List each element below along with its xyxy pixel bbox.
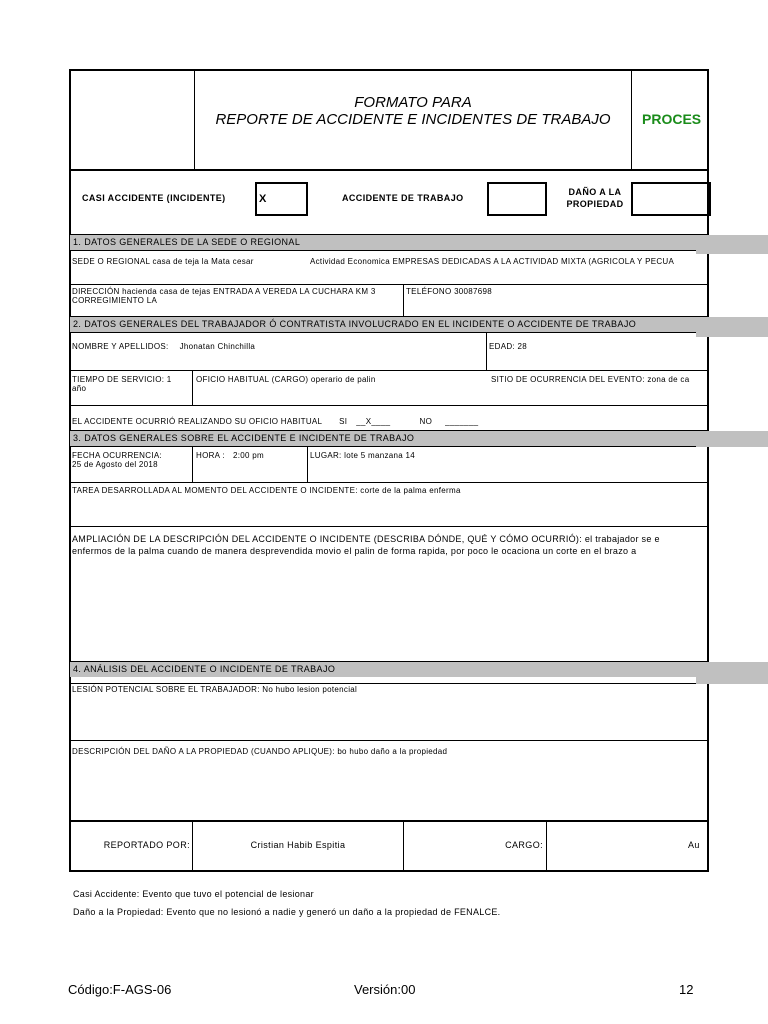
dano-propiedad-checkbox[interactable]	[631, 182, 711, 216]
tarea-label: TAREA DESARROLLADA AL MOMENTO DEL ACCIDENTE O INCIDENTE:	[72, 486, 358, 495]
lugar-value: lote 5 manzana 14	[344, 451, 416, 460]
ampliacion-field	[72, 534, 660, 545]
dano-descripcion-value: bo hubo daño a la propiedad	[337, 747, 448, 756]
section3-band-right	[696, 431, 768, 447]
process-label: PROCES	[642, 111, 702, 127]
ampliacion-value-line1: el trabajador se e	[584, 534, 660, 544]
dano-propiedad-note: Daño a la Propiedad: Evento que no lesionó a nadie y generó un daño a la propiedad de FENALCE.	[73, 907, 501, 917]
no-value[interactable]: _______	[445, 417, 479, 426]
dano-propiedad-label-line1: DAÑO A LA	[568, 187, 622, 197]
footer-page-number: 12	[679, 982, 694, 997]
tiempo-field	[72, 375, 172, 385]
dano-descripcion-label: DESCRIPCIÓN DEL DAÑO A LA PROPIEDAD (CUANDO APLIQUE):	[72, 747, 335, 756]
lugar-field	[310, 451, 415, 461]
footer-version: Versión:00	[354, 982, 416, 997]
oficio-value: operario de palin	[310, 375, 376, 384]
edad-value: 28	[517, 342, 527, 351]
section1-band-right	[696, 235, 768, 254]
telefono-value: 30087698	[454, 287, 493, 296]
tiempo-label: TIEMPO DE SERVICIO:	[72, 375, 165, 384]
no-label: NO	[419, 417, 433, 426]
dano-propiedad-label-line2: PROPIEDAD	[566, 199, 624, 209]
direccion-value-line1: hacienda casa de tejas ENTRADA A VEREDA LA CUCHARA KM 3	[122, 287, 376, 296]
accidente-trabajo-label: ACCIDENTE DE TRABAJO	[342, 193, 464, 203]
form-title-line1: FORMATO PARA	[354, 94, 472, 111]
casi-accidente-mark: X	[259, 193, 267, 205]
section2-header: 2. DATOS GENERALES DEL TRABAJADOR Ó CONTRATISTA INVOLUCRADO EN EL INCIDENTE O ACCIDENTE DE TRABAJO	[70, 317, 710, 332]
actividad-value: EMPRESAS DEDICADAS A LA ACTIVIDAD MIXTA (AGRICOLA Y PECUA	[392, 257, 675, 266]
oficio-label: OFICIO HABITUAL (CARGO)	[196, 375, 309, 384]
reportado-por-value: Cristian Habib Espitia	[250, 840, 346, 850]
edad-label: EDAD:	[489, 342, 515, 351]
lesion-value: No hubo lesion potencial	[262, 685, 358, 694]
sede-label: SEDE O REGIONAL	[72, 257, 150, 266]
section4-band-right	[696, 662, 768, 684]
sitio-value: zona de ca	[647, 375, 690, 384]
casi-accidente-checkbox[interactable]	[255, 182, 308, 216]
ampliacion-label: AMPLIACIÓN DE LA DESCRIPCIÓN DEL ACCIDENTE O INCIDENTE (DESCRIBA DÓNDE, QUÉ Y CÓMO OCURRIÓ):	[72, 534, 583, 544]
reportado-por-label: REPORTADO POR:	[103, 840, 190, 850]
actividad-label: Actividad Economica	[310, 257, 390, 266]
lugar-label: LUGAR:	[310, 451, 342, 460]
telefono-label: TELÉFONO	[406, 287, 452, 296]
form-title-line2: REPORTE DE ACCIDENTE E INCIDENTES DE TRABAJO	[215, 111, 611, 128]
oficio-habitual-question	[72, 417, 478, 427]
nombre-field	[72, 342, 255, 352]
direccion-value-line2: CORREGIMIENTO LA	[72, 296, 158, 305]
oficio-field	[196, 375, 376, 385]
nombre-value: Jhonatan Chinchilla	[179, 342, 256, 351]
actividad-field	[310, 257, 674, 267]
tarea-value: corte de la palma enferma	[360, 486, 461, 495]
footer-codigo: Código:F-AGS-06	[68, 982, 172, 997]
tiempo-value-line2: año	[72, 384, 87, 393]
sitio-label: SITIO DE OCURRENCIA DEL EVENTO:	[491, 375, 645, 384]
si-label: SI	[339, 417, 348, 426]
section1-header: 1. DATOS GENERALES DE LA SEDE O REGIONAL	[70, 235, 710, 250]
lesion-label: LESIÓN POTENCIAL SOBRE EL TRABAJADOR:	[72, 685, 260, 694]
fecha-value: 25 de Agosto del 2018	[72, 460, 158, 469]
dano-descripcion-field	[72, 747, 447, 757]
sitio-field	[491, 375, 689, 385]
hora-field	[196, 451, 264, 461]
section3-header: 3. DATOS GENERALES SOBRE EL ACCIDENTE E INCIDENTE DE TRABAJO	[70, 431, 710, 446]
casi-accidente-label: CASI ACCIDENTE (INCIDENTE)	[82, 193, 226, 203]
section4-header: 4. ANÁLISIS DEL ACCIDENTE O INCIDENTE DE TRABAJO	[70, 662, 710, 677]
ocurrio-label: EL ACCIDENTE OCURRIÓ REALIZANDO SU OFICIO HABITUAL	[72, 417, 322, 426]
cargo-value: Au	[688, 840, 700, 850]
lesion-field	[72, 685, 357, 695]
tiempo-value-line1: 1	[166, 375, 172, 384]
casi-accidente-note: Casi Accidente: Evento que tuvo el potencial de lesionar	[73, 889, 314, 899]
telefono-field	[406, 287, 492, 297]
accidente-trabajo-checkbox[interactable]	[487, 182, 547, 216]
cargo-label: CARGO:	[505, 840, 543, 850]
si-value[interactable]: __X____	[356, 417, 391, 426]
tarea-field	[72, 486, 461, 496]
sede-field	[72, 257, 254, 267]
edad-field	[489, 342, 527, 352]
sede-value: casa de teja la Mata cesar	[152, 257, 254, 266]
hora-label: HORA :	[196, 451, 225, 460]
hora-value: 2:00 pm	[232, 451, 264, 460]
section2-band-right	[696, 317, 768, 337]
nombre-label: NOMBRE Y APELLIDOS:	[72, 342, 169, 351]
fecha-label: FECHA OCURRENCIA:	[72, 451, 162, 460]
ampliacion-value-line2: enfermos de la palma cuando de manera desprevendida movio el palin de forma rapida, por poco le ocaciona un corte en el brazo a	[72, 546, 637, 556]
direccion-label: DIRECCIÓN	[72, 287, 120, 296]
